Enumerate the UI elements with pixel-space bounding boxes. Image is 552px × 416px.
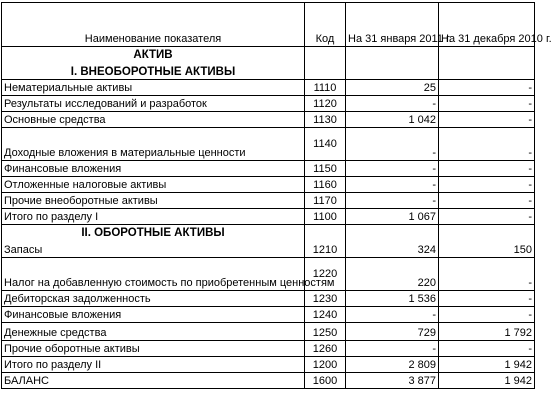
table-row: Финансовые вложения 1240 - - [2, 307, 535, 323]
header-current-period: На 31 января 2011 г. [346, 3, 439, 47]
header-previous-period: На 31 декабря 2010 г. [439, 3, 535, 47]
table-row: Налог на добавленную стоимость по приобретенным ценностям 1220 220 - [2, 258, 535, 291]
subtotal-row: Итого по разделу II 1200 2 809 1 942 [2, 357, 535, 373]
subtotal-row: Итого по разделу I 1100 1 067 - [2, 209, 535, 225]
balance-total-row: БАЛАНС 1600 3 877 1 942 [2, 373, 535, 389]
table-row: Денежные средства 1250 729 1 792 [2, 323, 535, 341]
table-row: Запасы 1210 324 150 [2, 240, 535, 258]
table-row: Доходные вложения в материальные ценности 1140 - - [2, 128, 535, 161]
section-non-current: I. ВНЕОБОРОТНЫЕ АКТИВЫ [2, 62, 305, 80]
table-row: Дебиторская задолженность 1230 1 536 - [2, 291, 535, 307]
section-row [2, 225, 535, 241]
section-row [2, 62, 535, 80]
table-row: Прочие внеоборотные активы 1170 - - [2, 193, 535, 209]
header-code: Код [305, 3, 346, 47]
header-name: Наименование показателя [2, 3, 305, 47]
section-current: II. ОБОРОТНЫЕ АКТИВЫ [2, 225, 305, 241]
table-row: Основные средства 1130 1 042 - [2, 112, 535, 128]
balance-table [1, 2, 552, 389]
table-row: Нематериальные активы 1110 25 - [2, 80, 535, 96]
section-row [2, 47, 535, 63]
table-row: Результаты исследований и разработок 1120 - - [2, 96, 535, 112]
table-row: Отложенные налоговые активы 1160 - - [2, 177, 535, 193]
table-row: Финансовые вложения 1150 - - [2, 161, 535, 177]
table-row: Прочие оборотные активы 1260 - - [2, 341, 535, 357]
section-assets: АКТИВ [2, 47, 305, 63]
header-row [2, 3, 535, 47]
